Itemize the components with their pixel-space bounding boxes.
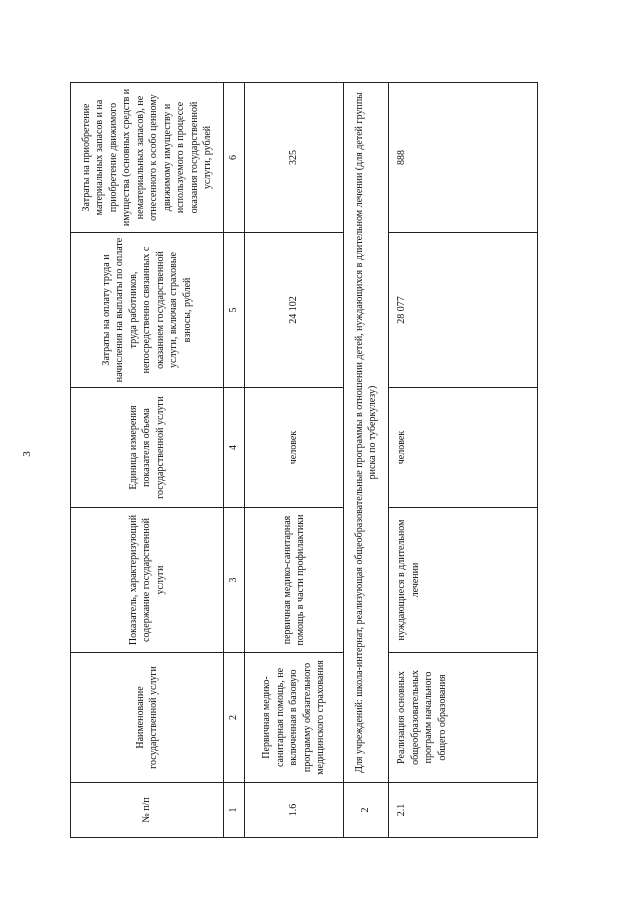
header-labor-costs: Затраты на оплату труда и начисления на выплаты по оплате труда работников, непосредственно связанных с оказанием государственной услуги, включая страховые взносы, рублей [71, 233, 224, 388]
column-number: 3 [224, 508, 245, 653]
section-title: Для учреждений: школа-интернат, реализующая общеобразовательные программы в отношении детей, нуждающихся в длительном лечении (для детей группы риска по туберкулезу) [344, 83, 389, 783]
header-num: № п/п [71, 783, 224, 838]
column-number: 1 [224, 783, 245, 838]
header-material-costs: Затраты на приобретение материальных запасов и на приобретение движимого имущества (основных средств и нематериальных запасов), не отнесенного к особо ценному движимому имуществу и используемого в процессе оказания государственной услуги, рублей [71, 83, 224, 233]
header-indicator: Показатель, характеризующий содержание государственной услуги [71, 508, 224, 653]
row-unit: человек [245, 388, 344, 508]
row-indicator: нуждающиеся в длительном лечении [389, 508, 538, 653]
column-number: 4 [224, 388, 245, 508]
section-row [344, 83, 389, 838]
column-number-row [224, 83, 245, 838]
column-number: 5 [224, 233, 245, 388]
rotated-table-page [70, 83, 510, 838]
header-row [71, 83, 224, 838]
row-unit: человек [389, 388, 538, 508]
row-num: 1.6 [245, 783, 344, 838]
page-number: 3 [21, 451, 33, 457]
row-num: 2.1 [389, 783, 538, 838]
row-material-costs: 888 [389, 83, 538, 233]
row-material-costs: 325 [245, 83, 344, 233]
row-labor-costs: 24 102 [245, 233, 344, 388]
section-num: 2 [344, 783, 389, 838]
header-service: Наименование государственной услуги [71, 653, 224, 783]
column-number: 6 [224, 83, 245, 233]
row-labor-costs: 28 077 [389, 233, 538, 388]
row-service: Первичная медико-санитарная помощь, не включенная в базовую программу обязательного медицинского страхования [245, 653, 344, 783]
column-number: 2 [224, 653, 245, 783]
table-row [245, 83, 344, 838]
header-unit: Единица измерения показателя объема государственной услуги [71, 388, 224, 508]
rotated-page-container [70, 83, 510, 838]
table-row [389, 83, 538, 838]
row-service: Реализация основных общеобразовательных программ начального общего образования [389, 653, 538, 783]
row-indicator: первичная медико-санитарная помощь в части профилактики [245, 508, 344, 653]
cost-table [70, 82, 538, 838]
